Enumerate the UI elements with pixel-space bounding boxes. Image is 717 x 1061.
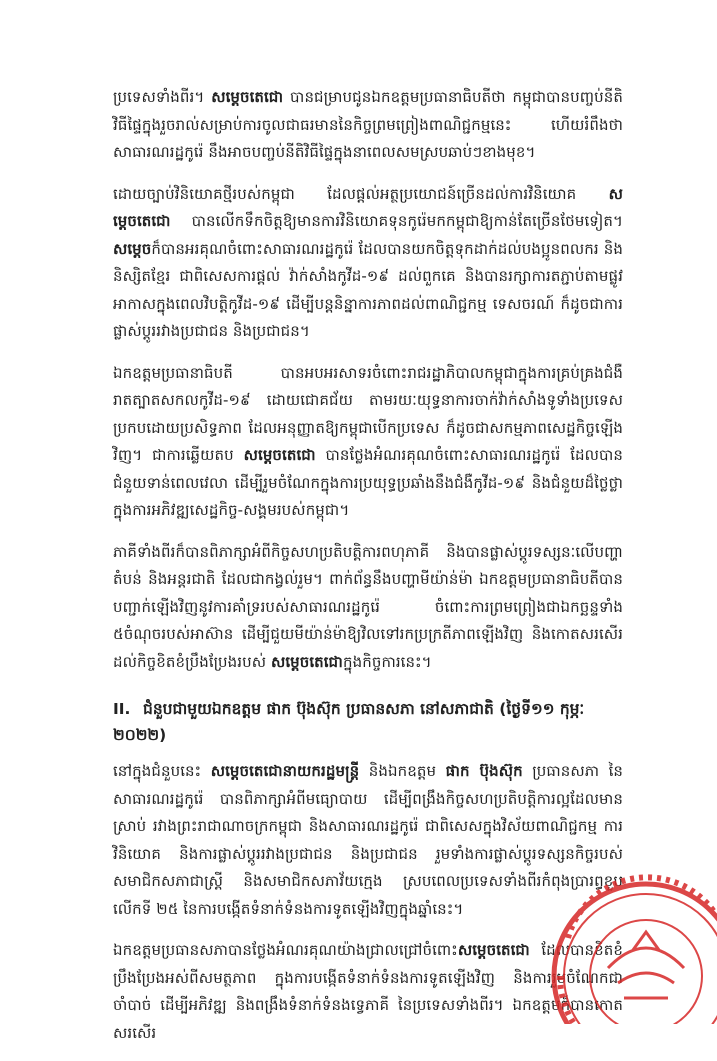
text-run: នៅក្នុងជំនួបនេះ	[113, 762, 211, 780]
body-paragraph	[113, 181, 623, 346]
bold-text-run: សម្តេចតេជោ	[211, 88, 284, 106]
paragraphs-before-heading	[113, 84, 623, 676]
bold-text-run: សម្តេចតេជោនាយករដ្ឋមន្ត្រី	[210, 762, 360, 780]
text-run: ភាគីទាំងពីរក៏បានពិភាក្សាអំពីកិច្ចសហប្រតិបត្តិការពហុភាគី និងបានផ្លាស់ប្តូរទស្សនៈលើបញ្ហាតំបន់ និងអន្តរជាតិ ដែលជាកង្វល់រួម។ ពាក់ព័ន្ធនឹងបញ្ហាមីយ៉ាន់ម៉ា ឯកឧត្តមប្រធានាធិបតីបានបញ្ជាក់ឡើងវិញនូវការគាំទ្ររបស់សាធារណរដ្ឋកូរ៉េ ចំពោះការព្រមព្រៀងជាឯកច្ឆន្ទទាំង ៥ចំណុចរបស់អាស៊ាន ដើម្បីជួយមីយ៉ាន់ម៉ាឱ្យវិលទៅរកប្រក្រតីភាពឡើងវិញ និងកោតសរសើរដល់កិច្ចខិតខំប្រឹងប្រែងរបស់	[113, 542, 623, 671]
section-number: II.	[113, 700, 131, 718]
official-seal-icon	[538, 858, 717, 1024]
body-paragraph	[113, 539, 623, 677]
section-heading	[113, 696, 623, 748]
text-run: ឯកឧត្តមប្រធានាធិបតី បានអបអរសាទរចំពោះរាជរដ្ឋាភិបាលកម្ពុជាក្នុងការគ្រប់គ្រងជំងឺរាតត្បាតសកលកូវីដ-១៩ ដោយជោគជ័យ តាមរយៈយុទ្ធនាការចាក់វ៉ាក់សាំងទូទាំងប្រទេសប្រកបដោយប្រសិទ្ធភាព ដែលអនុញ្ញាតឱ្យកម្ពុជាបើកប្រទេស ក៏ដូចជាសកម្មភាពសេដ្ឋកិច្ចឡើងវិញ។ ជាការឆ្លើយតប	[113, 363, 623, 464]
text-run: ក៏បានអរគុណចំពោះសាធារណរដ្ឋកូរ៉េ ដែលបានយកចិត្តទុកដាក់ដល់បងប្អូនពលករ និងនិស្សិតខ្មែរ ជាពិសេសការផ្តល់ វ៉ាក់សាំងកូវីដ-១៩ ដល់ពួកគេ និងបានរក្សាការតភ្ជាប់តាមផ្លូវអាកាសក្នុងពេលវិបត្តិកូវីដ-១៩ ដើម្បីបន្តនិន្នាការភាពដល់ពាណិជ្ជកម្ម ទេសចរណ៍ ក៏ដូចជាការផ្លាស់ប្តូររវាងប្រជាជន និងប្រជាជន។	[113, 239, 623, 340]
text-run: បានថ្លែងអំណរគុណចំពោះសាធារណរដ្ឋកូរ៉េ ដែលបានជំនួយទាន់ពេលវេលា ដើម្បីរួមចំណែកក្នុងការប្រយុទ្ធប្រឆាំងនឹងជំងឺកូវីដ-១៩ និងជំនួយដ៏ថ្លៃថ្លាក្នុងការអភិវឌ្ឍសេដ្ឋកិច្ច-សង្គមរបស់កម្ពុជា។	[113, 446, 623, 519]
text-run: និងឯកឧត្តម	[359, 762, 446, 780]
bold-text-run: ផាក ប៊ុងស៊ុក	[445, 762, 523, 780]
body-paragraph	[113, 84, 623, 167]
body-paragraph	[113, 360, 623, 525]
bold-text-run: សម្តេចតេជោ	[243, 446, 316, 464]
text-run: ដោយច្បាប់វិនិយោគថ្មីរបស់កម្ពុជា ដែលផ្តល់អត្ថប្រយោជន៍ច្រើនដល់ការវិនិយោគ	[113, 184, 609, 203]
text-run: ដែលបានខិតខំប្រឹងប្រែងអស់ពីសមត្ថភាព ក្នុងការបង្កើតទំនាក់ទំនងការទូតឡើងវិញ និងការរួមចំណែកជាចាំបាច់ ដើម្បីអភិវឌ្ឍ និងពង្រឹងទំនាក់ទំនងទ្វេភាគី នៃប្រទេសទាំងពីរ។ ឯកឧត្តមក៏បានកោតសរសើរ	[113, 941, 623, 1042]
bold-text-run: សម្តេចតេជោ	[457, 941, 530, 959]
text-run: បានជម្រាបជូនឯកឧត្តមប្រធានាធិបតីថា កម្ពុជាបានបញ្ចប់នីតិវិធីផ្ទៃក្នុងរួចរាល់សម្រាប់ការចូលជាធរមាននៃកិច្ចព្រមព្រៀងពាណិជ្ជកម្មនេះ ហើយរំពឹងថា សាធារណរដ្ឋកូរ៉េ នឹងអាចបញ្ចប់នីតិវិធីផ្ទៃក្នុងនាពេលសមស្របឆាប់ៗខាងមុខ។	[113, 88, 623, 161]
text-run: ឯកឧត្តមប្រធានសភាបានថ្លែងអំណរគុណយ៉ាងជ្រាលជ្រៅចំពោះ	[113, 941, 458, 959]
text-run: ប្រធានសភា នៃសាធារណរដ្ឋកូរ៉េ បានពិភាក្សាអំពីមធ្យោបាយ ដើម្បីពង្រឹងកិច្ចសហប្រតិបត្តិការល្អដែលមានស្រាប់ រវាងព្រះរាជាណាចក្រកម្ពុជា និងសាធារណរដ្ឋកូរ៉េ ជាពិសេសក្នុងវិស័យពាណិជ្ជកម្ម ការវិនិយោគ និងការផ្លាស់ប្តូររវាងប្រជាជន និងប្រជាជន រួមទាំងការផ្លាស់ប្តូរទស្សនកិច្ចរបស់សមាជិកសភាជាស្ត្រី និងសមាជិកសភាវ័យក្មេង ស្របពេលប្រទេសទាំងពីរកំពុងប្រារព្ធខួបលើកទី ២៥ នៃការបង្កើតទំនាក់ទំនងការទូតឡើងវិញក្នុងឆ្នាំនេះ។	[113, 762, 623, 918]
bold-text-run: សម្តេច	[113, 239, 152, 258]
text-run: បានលើកទឹកចិត្តឱ្យមានការវិនិយោគទុនកូរ៉េមកកម្ពុជាឱ្យកាន់តែច្រើនថែមទៀត។	[170, 212, 623, 230]
text-run: ក្នុងកិច្ចការនេះ។	[342, 652, 432, 671]
section-title: ជំនួបជាមួយឯកឧត្តម ផាក ប៊ុងស៊ុក ប្រធានសភា នៅសភាជាតិ (ថ្ងៃទី១១ កុម្ភៈ ២០២២)	[113, 700, 585, 744]
text-run: ប្រទេសទាំងពីរ។	[113, 88, 212, 106]
bold-text-run: សម្តេចតេជោ	[113, 184, 623, 230]
bold-text-run: សម្តេចតេជោ	[271, 652, 343, 671]
